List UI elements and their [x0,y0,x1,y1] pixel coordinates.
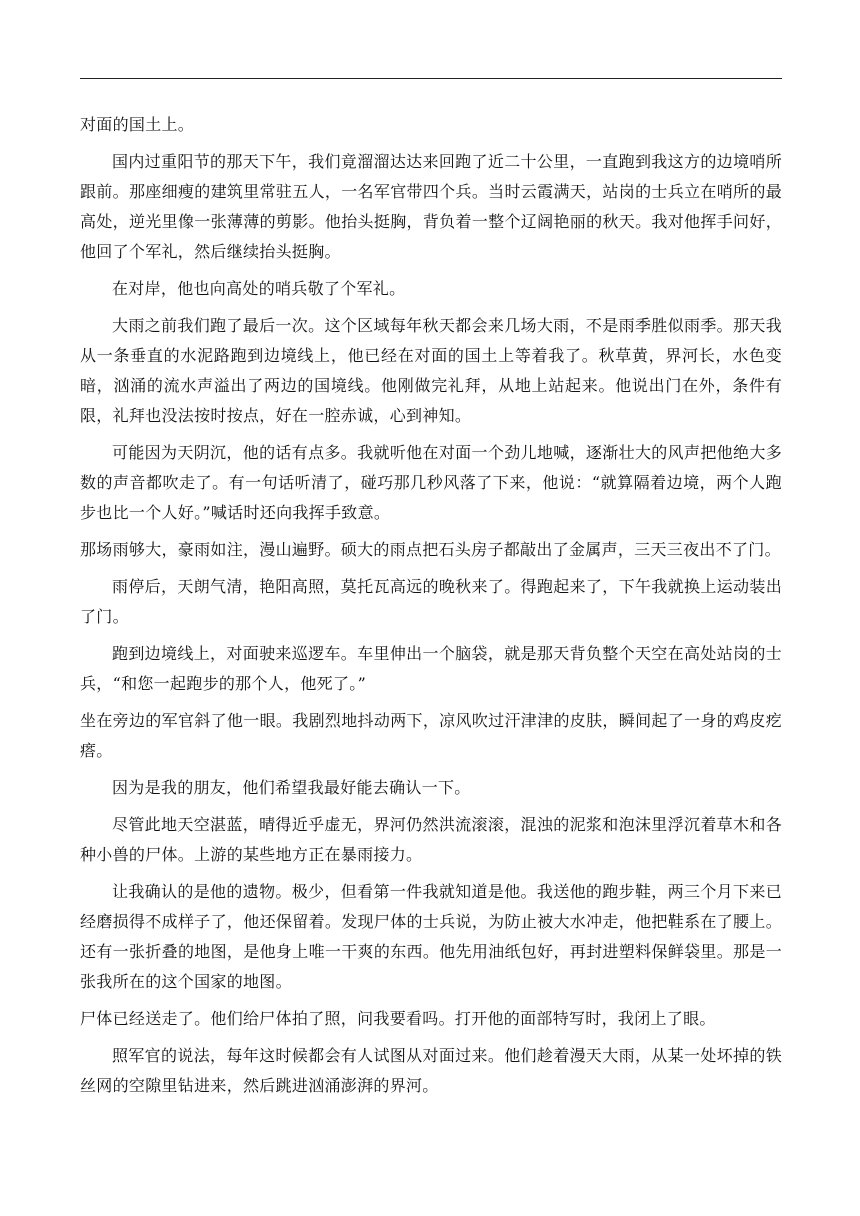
paragraph: 大雨之前我们跑了最后一次。这个区域每年秋天都会来几场大雨，不是雨季胜似雨季。那天我从一条垂直的水泥路跑到边境线上，他已经在对面的国土上等着我了。秋草黄，界河长，水色变暗，汹涌的流水声溢出了两边的国境线。他刚做完礼拜，从地上站起来。他说出门在外，条件有限，礼拜也没法按时按点，好在一腔赤诚，心到神知。 [80,316,782,425]
paragraph: 尽管此地天空湛蓝，晴得近乎虚无，界河仍然洪流滚滚，混浊的泥浆和泡沫里浮沉着草木和各种小兽的尸体。上游的某些地方正在暴雨接力。 [80,815,782,864]
paragraph: 尸体已经送走了。他们给尸体拍了照，问我要看吗。打开他的面部特写时，我闭上了眼。 [80,1009,716,1028]
paragraph: 国内过重阳节的那天下午，我们竟溜溜达达来回跑了近二十公里，一直跑到我这方的边境哨所跟前。那座细瘦的建筑里常驻五人，一名军官带四个兵。当时云霞满天，站岗的士兵立在哨所的最高处，逆光里像一张薄薄的剪影。他抬头挺胸，背负着一整个辽阔艳丽的秋天。我对他挥手问好，他回了个军礼，然后继续抬头挺胸。 [80,152,782,261]
paragraph: 雨停后，天朗气清，艳阳高照，莫托瓦高远的晚秋来了。得跑起来了，下午我就换上运动装出了门。 [80,577,782,626]
paragraph: 跑到边境线上，对面驶来巡逻车。车里伸出一个脑袋，就是那天背负整个天空在高处站岗的士兵，“和您一起跑步的那个人，他死了。” [80,644,782,693]
paragraph: 让我确认的是他的遗物。极少，但看第一件我就知道是他。我送他的跑步鞋，两三个月下来已经磨损得不成样子了，他还保留着。发现尸体的士兵说，为防止被大水冲走，他把鞋系在了腰上。还有一张折叠的地图，是他身上唯一干爽的东西。他先用油纸包好，再封进塑料保鲜袋里。那是一张我所在的这个国家的地图。 [80,882,782,991]
paragraph: 坐在旁边的军官斜了他一眼。我剧烈地抖动两下，凉风吹过汗津津的皮肤，瞬间起了一身的鸡皮疙瘩。 [80,711,782,760]
paragraph: 照军官的说法，每年这时候都会有人试图从对面过来。他们趁着漫天大雨，从某一处坏掉的铁丝网的空隙里钻进来，然后跳进汹涌澎湃的界河。 [80,1046,782,1095]
paragraph: 可能因为天阴沉，他的话有点多。我就听他在对面一个劲儿地喊，逐渐壮大的风声把他绝大多数的声音都吹走了。有一句话听清了，碰巧那几秒风落了下来，他说：“就算隔着边境，两个人跑步也比一个人好。”喊话时还向我挥手致意。 [80,443,782,522]
paragraph: 在对岸，他也向高处的哨兵敬了个军礼。 [112,279,406,298]
paragraph: 因为是我的朋友，他们希望我最好能去确认一下。 [112,778,471,797]
document-body [80,110,782,1108]
header-rule [80,78,782,79]
paragraph: 那场雨够大，豪雨如注，漫山遍野。硕大的雨点把石头房子都敲出了金属声，三天三夜出不了门。 [80,540,781,559]
paragraph: 对面的国土上。 [80,115,195,134]
